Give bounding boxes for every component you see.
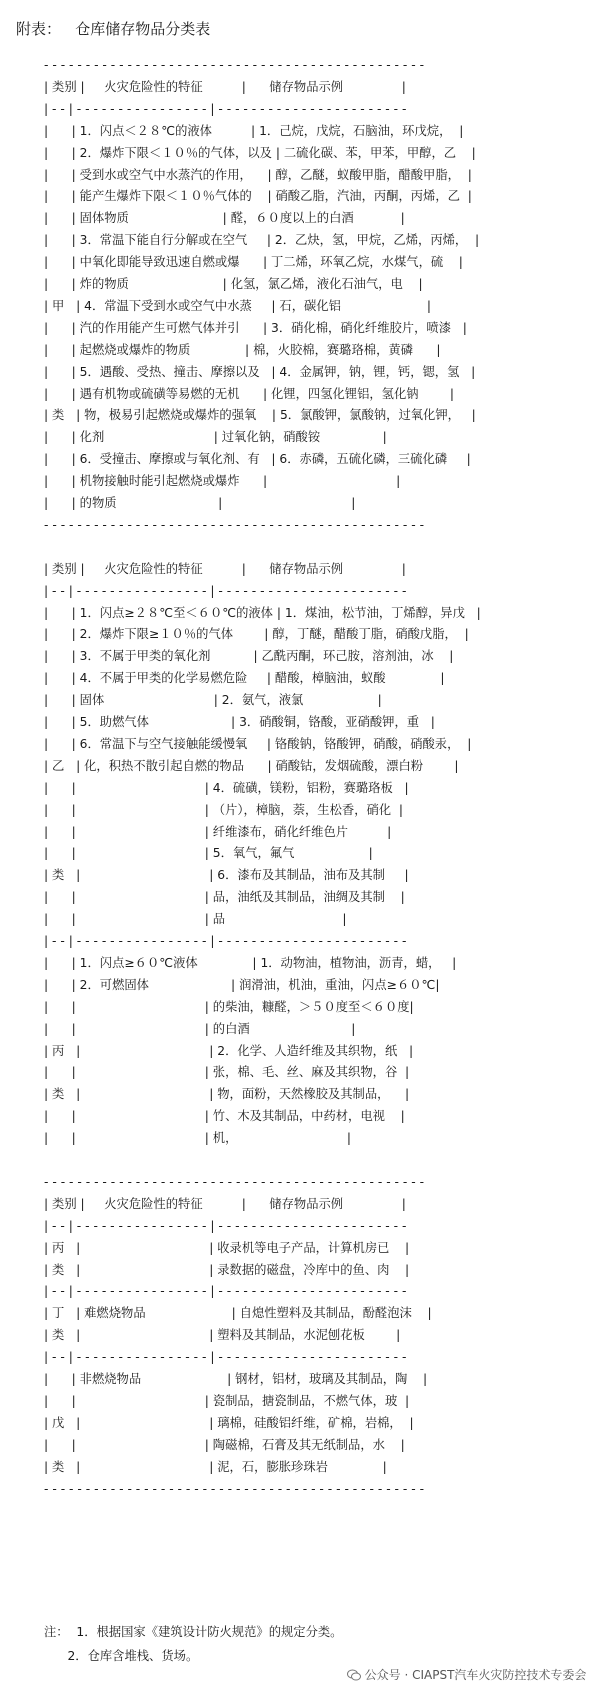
table-line: | | 固体 | 2．氨气，液氯 | bbox=[44, 693, 382, 708]
table-line: | - - | - - - - - - - - - - - - - - - - | - - - - - - - - - - - - - - - - - - - - - - - bbox=[44, 1218, 407, 1233]
table-line: | 类别 | 火灾危险性的特征 | 储存物品示例 | bbox=[44, 1196, 406, 1211]
table-line: | 类 | | 6．漆布及其制品，油布及其制 | bbox=[44, 868, 409, 883]
table-line: | | | 机， | bbox=[44, 1131, 351, 1146]
table-line: | | 1．闪点≥６０℃液体 | 1．动物油，植物油，沥青，蜡， | bbox=[44, 955, 457, 970]
wechat-icon bbox=[347, 1669, 361, 1681]
table-line: | | | 品 | bbox=[44, 912, 347, 927]
table-line: | - - | - - - - - - - - - - - - - - - - | - - - - - - - - - - - - - - - - - - - - - - - bbox=[44, 583, 407, 598]
table-line: | | | 5．氧气，氟气 | bbox=[44, 846, 373, 861]
table-line: | | 5．助燃气体 | 3．硝酸铜，铬酸，亚硝酸钾，重 | bbox=[44, 715, 435, 729]
table-line: | | 3．不属于甲类的氧化剂 | 乙酰丙酮，环己胺，溶剂油，冰 | bbox=[44, 649, 454, 664]
table-line: | 类 | | 泥，石，膨胀珍珠岩 | bbox=[44, 1459, 387, 1474]
table-line: | - - | - - - - - - - - - - - - - - - - | - - - - - - - - - - - - - - - - - - - - - - - bbox=[44, 934, 407, 948]
table-line: | | 炸的物质 | 化氢，氯乙烯，液化石油气，电 | bbox=[44, 277, 423, 291]
watermark-text: 公众号 · CIAPST汽车火灾防控技术专委会 bbox=[364, 1668, 587, 1682]
table-line: | 戊 | | 璃棉，硅酸铝纤维，矿棉，岩棉， | bbox=[44, 1415, 414, 1430]
table-line: | 乙 | 化，积热不散引起自燃的物品 | 硝酸钴，发烟硫酸，漂白粉 | bbox=[44, 758, 459, 773]
table-line: | | 遇有机物或硫磺等易燃的无机 | 化锂，四氢化锂铝，氢化钠 | bbox=[44, 386, 454, 401]
table-line: | | | 4．硫磺，镁粉，铝粉，赛璐珞板 | bbox=[44, 780, 409, 795]
table-line: | | 机物接触时能引起燃烧或爆炸 | | bbox=[44, 474, 401, 489]
table-line: | | 6．常温下与空气接触能缓慢氧 | 铬酸钠，铬酸钾，硝酸，硝酸汞， | bbox=[44, 736, 472, 751]
table-line: | | 2．可燃固体 | 润滑油，机油，重油，闪点≥６０℃| bbox=[44, 977, 440, 992]
table-line: | 甲 | 4．常温下受到水或空气中水蒸 | 石，碳化铝 | bbox=[44, 298, 432, 313]
table-line: | 类 | | 物，面粉，天然橡胶及其制品， | bbox=[44, 1087, 410, 1102]
table-line: | | 固体物质 | 醛，６０度以上的白酒 | bbox=[44, 211, 405, 226]
table-line: | | 中氧化即能导致迅速自燃或爆 | 丁二烯，环氧乙烷，水煤气，硫 | bbox=[44, 255, 463, 270]
table-line: | | 5．遇酸、受热、撞击、摩擦以及 | 4．金属钾，钠，锂，钙，锶，氢 | bbox=[44, 364, 476, 379]
footnote-2: 2．仓库含堆栈、货场。 bbox=[44, 1649, 199, 1663]
table-line: | 类 | 物，极易引起燃烧或爆炸的强氧 | 5．氯酸钾，氯酸钠，过氧化钾， | bbox=[44, 408, 476, 423]
table-line: | | 受到水或空气中水蒸汽的作用， | 醇，乙醚，蚁酸甲脂，醋酸甲脂， | bbox=[44, 167, 472, 182]
watermark bbox=[339, 1652, 586, 1683]
table-line: | 丁 | 难燃烧物品 | 自熄性塑料及其制品，酚醛泡沫 | bbox=[44, 1306, 432, 1321]
table-line: | | | 张，棉、毛、丝、麻及其织物，谷 | bbox=[44, 1065, 410, 1080]
table-line: | | 3．常温下能自行分解或在空气 | 2．乙炔，氢，甲烷，乙烯，丙烯， | bbox=[44, 233, 480, 248]
table-line: - - - - - - - - - - - - - - - - - - - - - - - - - - - - - - - - - - - - - - - - - - - - - - bbox=[44, 517, 425, 532]
table-line: | | | 陶磁棉，石膏及其无纸制品，水 | bbox=[44, 1437, 405, 1452]
table-line: | | | 竹、木及其制品，中药材，电视 | bbox=[44, 1109, 405, 1124]
table-line: | | 2．爆炸下限＜１０％的气体，以及 | 二硫化碳、苯，甲苯，甲醇，乙 | bbox=[44, 145, 476, 160]
footnote-1: 注： 1．根据国家《建筑设计防火规范》的规定分类。 bbox=[44, 1625, 343, 1639]
table-line: | 类 | | 塑料及其制品，水泥刨花板 | bbox=[44, 1328, 401, 1343]
table-line: | | | 的柴油，糠醛，＞５０度至＜６０度| bbox=[44, 999, 414, 1014]
table-line: | | 1．闪点＜２８℃的液体 | 1．己烷，戊烷，石脑油，环戊烷， | bbox=[44, 123, 464, 138]
table-line: | | 1．闪点≥２８℃至＜６０℃的液体 | 1．煤油，松节油，丁烯醇，异戊 | bbox=[44, 605, 481, 620]
table-line: - - - - - - - - - - - - - - - - - - - - - - - - - - - - - - - - - - - - - - - - - - - - - - bbox=[44, 1481, 425, 1496]
table-line: | | 汽的作用能产生可燃气体并引 | 3．硝化棉，硝化纤维胶片，喷漆 | bbox=[44, 320, 467, 335]
table-line: | | 4．不属于甲类的化学易燃危险 | 醋酸，樟脑油，蚁酸 | bbox=[44, 671, 445, 686]
table-line: | - - | - - - - - - - - - - - - - - - - | - - - - - - - - - - - - - - - - - - - - - - - bbox=[44, 101, 407, 116]
table-line: | | | 的白酒 | bbox=[44, 1021, 356, 1036]
table-line: - - - - - - - - - - - - - - - - - - - - - - - - - - - - - - - - - - - - - - - - - - - - - - bbox=[44, 58, 425, 72]
table-line: | 类别 | 火灾危险性的特征 | 储存物品示例 | bbox=[44, 561, 406, 576]
table-line: | 丙 | | 收录机等电子产品，计算机房已 | bbox=[44, 1240, 410, 1255]
table-line: | - - | - - - - - - - - - - - - - - - - | - - - - - - - - - - - - - - - - - - - - - - - bbox=[44, 1284, 407, 1299]
table-line: | | | 纤维漆布，硝化纤维色片 | bbox=[44, 824, 392, 839]
table-line: | 丙 | | 2．化学、人造纤维及其织物，纸 | bbox=[44, 1043, 414, 1058]
table-line: | | 化剂 | 过氧化钠，硝酸铵 | bbox=[44, 430, 387, 445]
table-line: | | | （片），樟脑，萘，生松香，硝化 | bbox=[44, 802, 404, 817]
table-line: | | 的物质 | | bbox=[44, 496, 356, 510]
table-line: | 类别 | 火灾危险性的特征 | 储存物品示例 | bbox=[44, 79, 406, 94]
table-line: | 类 | | 录数据的磁盘，冷库中的鱼、肉 | bbox=[44, 1262, 410, 1277]
table-line: | | | 品，油纸及其制品，油绸及其制 | bbox=[44, 890, 405, 905]
table-line: | | 非燃烧物品 | 钢材，铝材，玻璃及其制品，陶 | bbox=[44, 1372, 428, 1386]
page-title: 附表： 仓库储存物品分类表 bbox=[16, 20, 211, 38]
table-line: | - - | - - - - - - - - - - - - - - - - | - - - - - - - - - - - - - - - - - - - - - - - bbox=[44, 1350, 407, 1365]
table-line: | | 起燃烧或爆炸的物质 | 棉，火胶棉，赛璐珞棉，黄磷 | bbox=[44, 342, 441, 357]
table-line: | | | 瓷制品，搪瓷制品，不燃气体，玻 | bbox=[44, 1393, 410, 1408]
table-line: | | 能产生爆炸下限＜１０％气体的 | 硝酸乙脂，汽油，丙酮，丙烯，乙 | bbox=[44, 189, 472, 204]
table-line: | | 6．受撞击、摩擦或与氧化剂、有 | 6．赤磷，五硫化磷，三硫化磷 | bbox=[44, 452, 471, 467]
table-line: | | 2．爆炸下限≥１０％的气体 | 醇，丁醚，醋酸丁脂，硝酸戊脂， | bbox=[44, 627, 469, 642]
table-line: - - - - - - - - - - - - - - - - - - - - - - - - - - - - - - - - - - - - - - - - - - - - - - bbox=[44, 1174, 425, 1189]
